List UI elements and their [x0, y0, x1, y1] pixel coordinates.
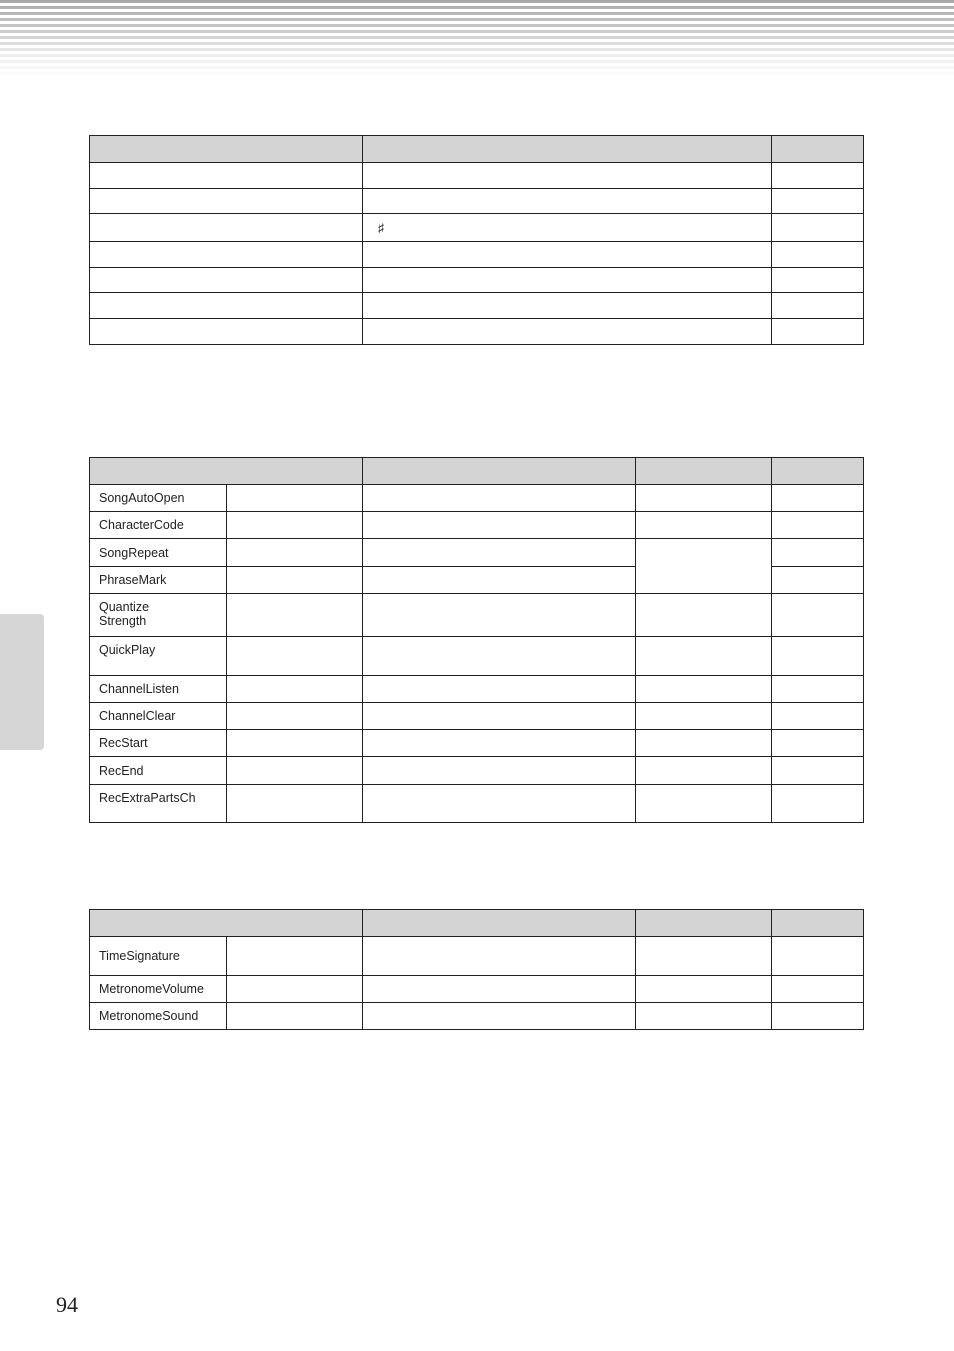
- table-header-row: [90, 136, 864, 163]
- row-label: QuickPlay: [90, 637, 227, 676]
- table-row: [90, 163, 864, 189]
- row-label: TimeSignature: [90, 937, 227, 976]
- row-label: SongAutoOpen: [90, 485, 227, 512]
- table-row: [90, 785, 864, 823]
- sharp-symbol: ♯: [378, 220, 384, 235]
- settings-table-1: [89, 135, 864, 345]
- row-label: ChannelListen: [90, 676, 227, 703]
- row-label: RecExtraPartsCh: [90, 785, 227, 823]
- table-row: [90, 293, 864, 319]
- row-label: RecEnd: [90, 757, 227, 785]
- table-row: [90, 1003, 864, 1030]
- row-label: Quantize: [99, 600, 150, 614]
- table-row: [90, 594, 864, 637]
- table-row: [90, 676, 864, 703]
- row-label: ChannelClear: [90, 703, 227, 730]
- table-row: [90, 214, 864, 242]
- row-label: SongRepeat: [90, 539, 227, 567]
- settings-table-2: [89, 457, 864, 823]
- row-label: CharacterCode: [90, 512, 227, 539]
- table-row: [90, 189, 864, 214]
- table-row: [90, 730, 864, 757]
- page-number: 94: [56, 1292, 78, 1317]
- table-header-row: [90, 910, 864, 937]
- table-row: [90, 937, 864, 976]
- header-fade: [0, 0, 954, 80]
- row-label: RecStart: [90, 730, 227, 757]
- table-header-row: [90, 458, 864, 485]
- row-label: MetronomeVolume: [90, 976, 227, 1003]
- table-row: [90, 637, 864, 676]
- table-row: [90, 976, 864, 1003]
- table-row: [90, 242, 864, 268]
- table-row: [90, 512, 864, 539]
- row-label: MetronomeSound: [90, 1003, 227, 1030]
- table-row: [90, 539, 864, 567]
- table-row: [90, 319, 864, 345]
- settings-table-3: [89, 909, 864, 1030]
- table-row: [90, 757, 864, 785]
- side-tab: [0, 614, 44, 750]
- table-row: [90, 703, 864, 730]
- table-row: [90, 485, 864, 512]
- table-row: [90, 268, 864, 293]
- row-label: PhraseMark: [90, 567, 227, 594]
- row-label: Strength: [99, 614, 147, 628]
